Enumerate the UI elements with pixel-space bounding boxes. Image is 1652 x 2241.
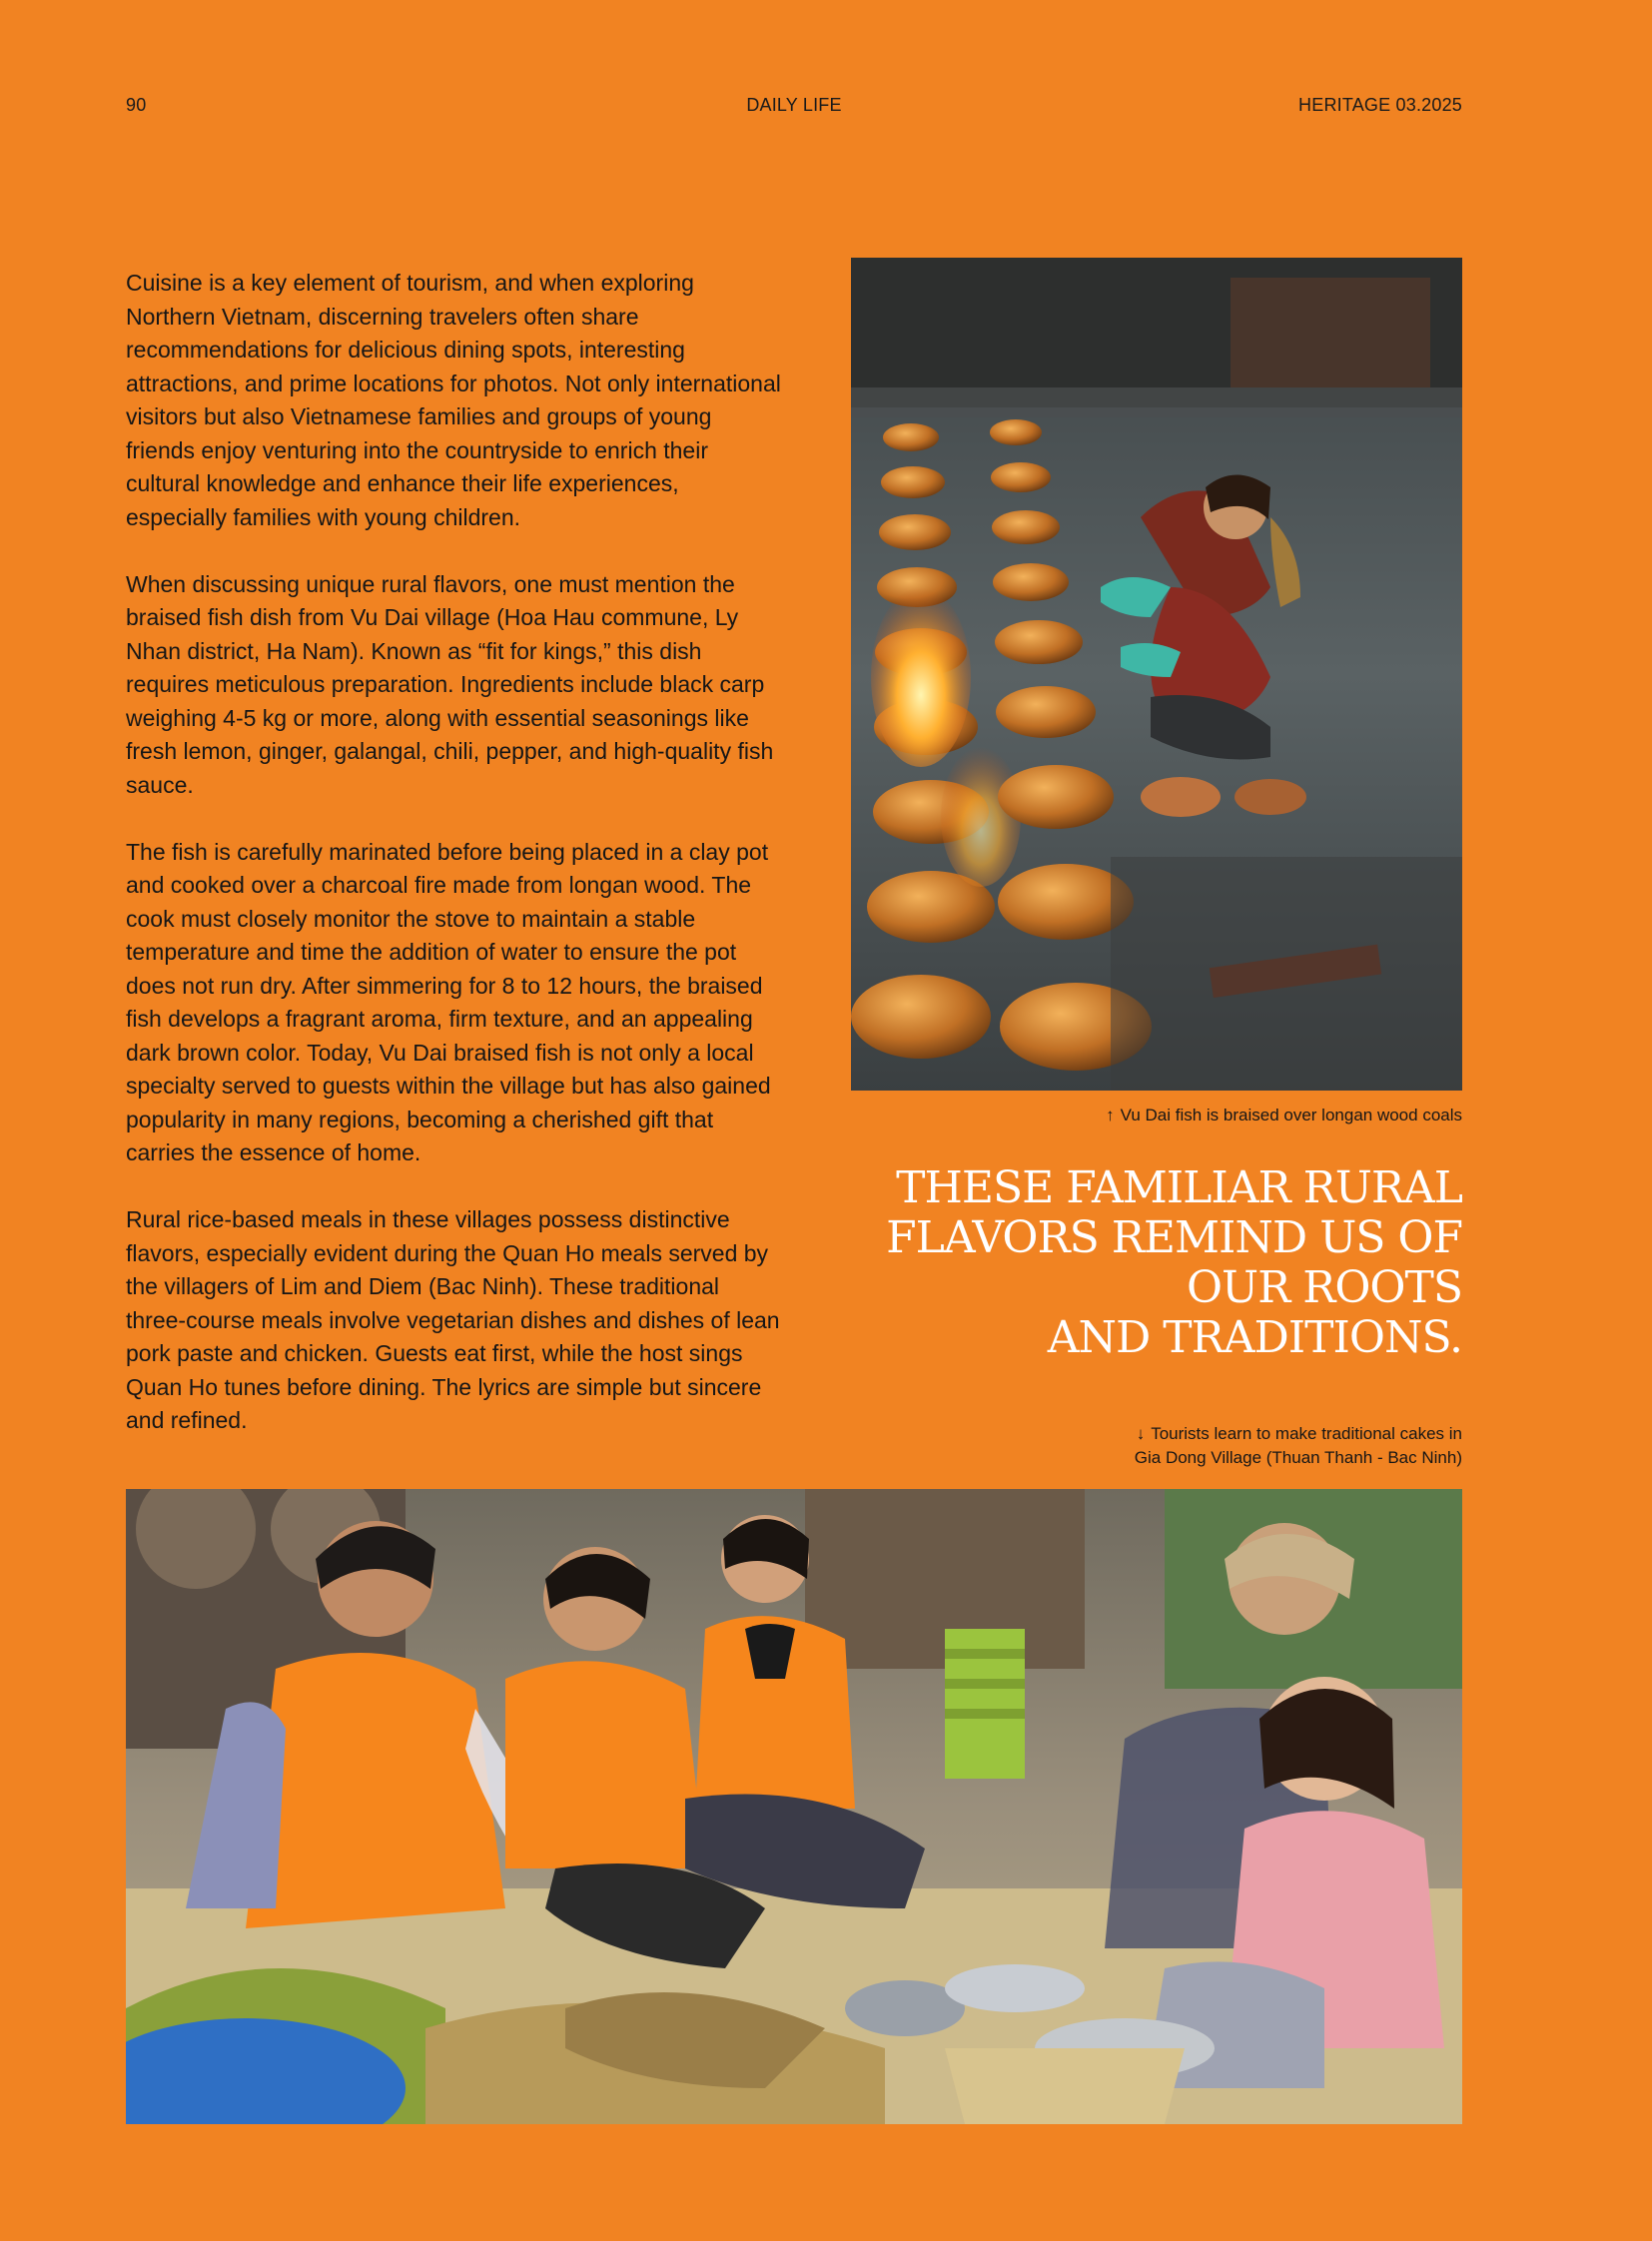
article-body bbox=[126, 267, 785, 1471]
cake-making-photo bbox=[126, 1489, 1462, 2124]
paragraph-3: The fish is carefully marinated before being placed in a clay pot and cooked over a charcoal fire made from longan wood. The cook must closely monitor the stove to maintain a stable temperature and time the addition of water to ensure the pot does not run dry. After simmering for 8 to 12 hours, the braised fish develops a fragrant aroma, firm texture, and an appealing dark brown color. Today, Vu Dai braised fish is not only a local specialty served to guests within the village but has also gained popularity in many regions, becoming a cherished gift that carries the essence of home. bbox=[126, 838, 771, 1165]
issue-label: HERITAGE 03.2025 bbox=[1298, 95, 1462, 115]
bottom-photo-caption bbox=[851, 1422, 1462, 1470]
arrow-up-icon: ↑ bbox=[1106, 1106, 1115, 1124]
paragraph-2: When discussing unique rural flavors, one must mention the braised fish dish from Vu Dai village (Hoa Hau commune, Ly Nhan district, Ha Nam). Known as “fit for kings,” this dish requires meticulous preparation. Ingredients include black carp weighing 4-5 kg or more, along with essential seasonings like fresh lemon, ginger, galangal, chili, pepper, and high-quality fish sauce. bbox=[126, 570, 774, 798]
page-header bbox=[126, 95, 1462, 121]
pull-quote-line-1: THESE FAMILIAR RURAL bbox=[896, 1162, 1462, 1213]
pull-quote bbox=[843, 1163, 1462, 1363]
arrow-down-icon: ↓ bbox=[1136, 1424, 1146, 1443]
section-title: DAILY LIFE bbox=[746, 95, 842, 115]
paragraph-4: Rural rice-based meals in these villages possess distinctive flavors, especially evident during the Quan Ho meals served by the villagers of Lim and Diem (Bac Ninh). These traditional three-course meals involve vegetarian dishes and dishes of lean pork paste and chicken. Guests eat first, while the host sings Quan Ho tunes before dining. The lyrics are simple but sincere and refined. bbox=[126, 1206, 780, 1433]
bottom-caption-line-2: Gia Dong Village (Thuan Thanh - Bac Ninh) bbox=[1134, 1448, 1462, 1467]
pull-quote-line-4: AND TRADITIONS. bbox=[1047, 1312, 1462, 1363]
bottom-caption-line-1: Tourists learn to make traditional cakes in bbox=[1151, 1424, 1462, 1443]
pull-quote-line-2: FLAVORS REMIND US OF bbox=[886, 1212, 1462, 1263]
braised-fish-illustration bbox=[851, 258, 1462, 1091]
pull-quote-line-3: OUR ROOTS bbox=[1186, 1262, 1462, 1313]
top-caption-text: Vu Dai fish is braised over longan wood coals bbox=[1120, 1106, 1462, 1124]
top-photo-caption bbox=[851, 1104, 1462, 1127]
braised-fish-photo bbox=[851, 258, 1462, 1091]
cake-making-illustration bbox=[126, 1489, 1462, 2124]
paragraph-1: Cuisine is a key element of tourism, and when exploring Northern Vietnam, discerning travelers often share recommendations for delicious dining spots, interesting attractions, and prime locations for photos. Not only international visitors but also Vietnamese families and groups of young friends enjoy venturing into the countryside to enrich their cultural knowledge and enhance their life experiences, especially families with young children. bbox=[126, 270, 781, 530]
page-number: 90 bbox=[126, 95, 147, 115]
